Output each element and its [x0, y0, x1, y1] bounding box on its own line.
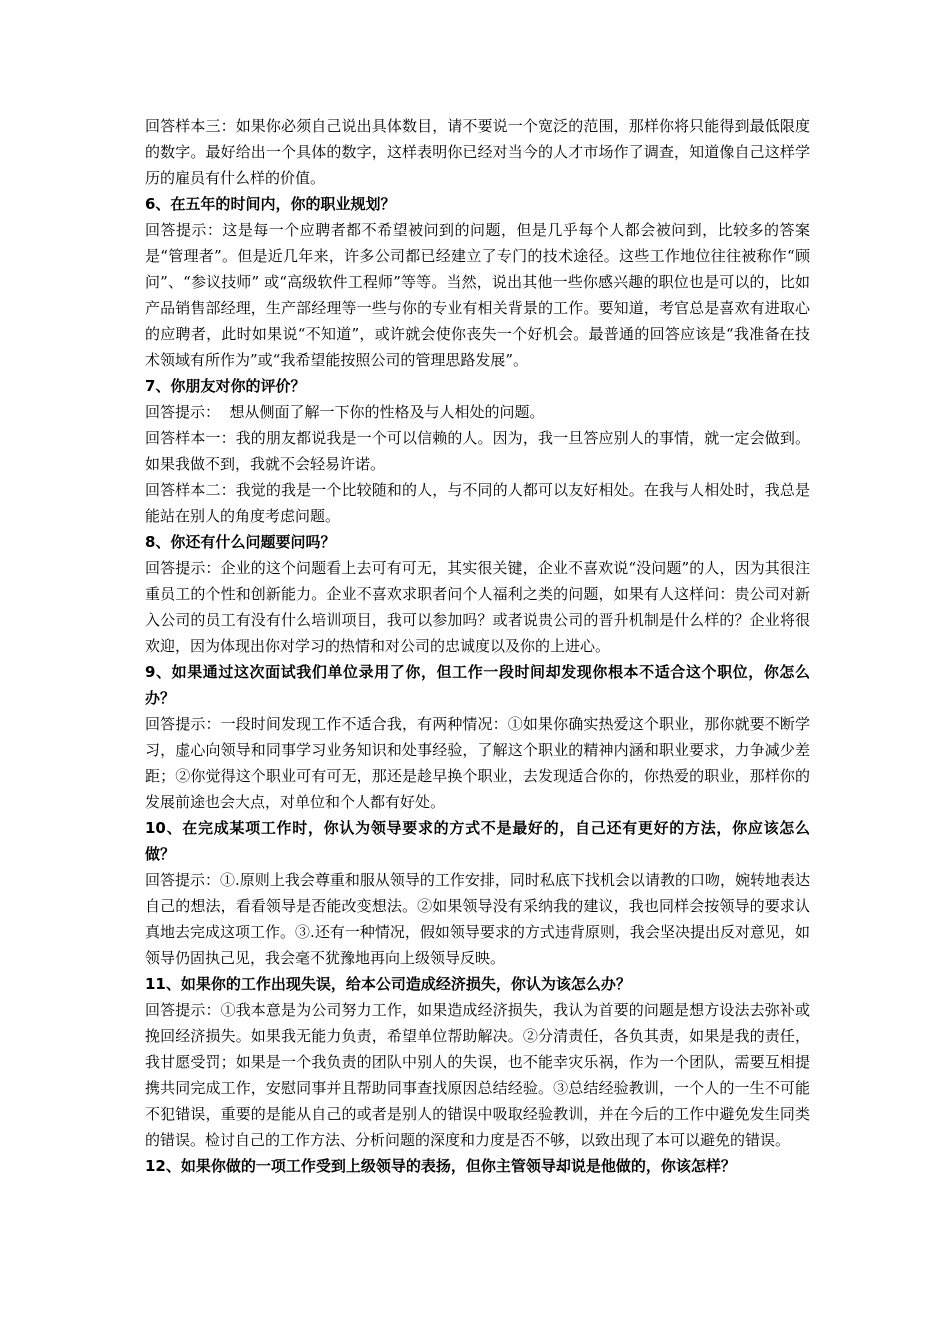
question-heading: 11、如果你的工作出现失误，给本公司造成经济损失，你认为该怎么办？ — [145, 975, 631, 993]
question-heading: 12、如果你做的一项工作受到上级领导的表扬，但你主管领导却说是他做的，你该怎样？ — [145, 1157, 736, 1175]
question-heading: 6、在五年的时间内，你的职业规划？ — [145, 195, 396, 213]
question-heading: 8、你还有什么问题要问吗？ — [145, 533, 336, 551]
answer-paragraph: 回答提示：①我本意是为公司努力工作，如果造成经济损失，我认为首要的问题是想方设法去弥补或挽回经济损失。如果我无能力负责，希望单位帮助解决。②分清责任，各负其责，如果是我的责任，我甘愿受罚；如果是一个我负责的团队中别人的失误，也不能幸灾乐祸，作为一个团队，需要互相提携共同完成工作，安慰同事并且帮助同事查找原因总结经验。③总结经验教训，一个人的一生不可能不犯错误，重要的是能从自己的或者是别人的错误中吸取经验教训，并在今后的工作中避免发生同类的错误。检讨自己的工作方法、分析问题的深度和力度是否不够，以致出现了本可以避免的错误。 — [145, 1001, 810, 1149]
answer-paragraph: 回答提示： 想从侧面了解一下你的性格及与人相处的问题。 — [145, 403, 545, 421]
answer-paragraph: 回答提示：一段时间发现工作不适合我，有两种情况：①如果你确实热爱这个职业，那你就要不断学习，虚心向领导和同事学习业务知识和处事经验，了解这个职业的精神内涵和职业要求，力争减少差距；②你觉得这个职业可有可无，那还是趁早换个职业，去发现适合你的，你热爱的职业，那样你的发展前途也会大点，对单位和个人都有好处。 — [145, 715, 810, 811]
answer-paragraph: 回答提示：①.原则上我会尊重和服从领导的工作安排，同时私底下找机会以请教的口吻，婉转地表达自己的想法，看看领导是否能改变想法。②如果领导没有采纳我的建议，我也同样会按领导的要求认真地去完成这项工作。③.还有一种情况，假如领导要求的方式违背原则，我会坚决提出反对意见，如领导仍固执己见，我会毫不犹豫地再向上级领导反映。 — [145, 871, 810, 967]
document-page — [145, 113, 810, 1179]
question-heading: 7、你朋友对你的评价？ — [145, 377, 306, 395]
answer-paragraph: 回答提示：这是每一个应聘者都不希望被问到的问题，但是几乎每个人都会被问到，比较多的答案是“管理者”。但是近几年来，许多公司都已经建立了专门的技术途径。这些工作地位往往被称作“顾问”、“参议技师” 或“高级软件工程师”等等。当然，说出其他一些你感兴趣的职位也是可以的，比如产品销售部经理，生产部经理等一些与你的专业有相关背景的工作。要知道，考官总是喜欢有进取心的应聘者，此时如果说“不知道”，或许就会使你丧失一个好机会。最普通的回答应该是“我准备在技术领域有所作为”或“我希望能按照公司的管理思路发展”。 — [145, 221, 810, 369]
answer-paragraph: 回答样本三：如果你必须自己说出具体数目，请不要说一个宽泛的范围，那样你将只能得到最低限度的数字。最好给出一个具体的数字，这样表明你已经对当今的人才市场作了调查，知道像自己这样学历的雇员有什么样的价值。 — [145, 117, 810, 187]
answer-paragraph: 回答样本二：我觉的我是一个比较随和的人，与不同的人都可以友好相处。在我与人相处时，我总是能站在别人的角度考虑问题。 — [145, 481, 810, 525]
answer-paragraph: 回答样本一：我的朋友都说我是一个可以信赖的人。因为，我一旦答应别人的事情，就一定会做到。如果我做不到，我就不会轻易许诺。 — [145, 429, 810, 473]
answer-paragraph: 回答提示：企业的这个问题看上去可有可无，其实很关键，企业不喜欢说“没问题”的人，因为其很注重员工的个性和创新能力。企业不喜欢求职者问个人福利之类的问题，如果有人这样问：贵公司对新入公司的员工有没有什么培训项目，我可以参加吗？或者说贵公司的晋升机制是什么样的？企业将很欢迎，因为体现出你对学习的热情和对公司的忠诚度以及你的上进心。 — [145, 559, 810, 655]
question-heading: 10、在完成某项工作时，你认为领导要求的方式不是最好的，自己还有更好的方法，你应该怎么做？ — [145, 819, 810, 863]
question-heading: 9、如果通过这次面试我们单位录用了你，但工作一段时间却发现你根本不适合这个职位，你怎么办？ — [145, 663, 810, 707]
